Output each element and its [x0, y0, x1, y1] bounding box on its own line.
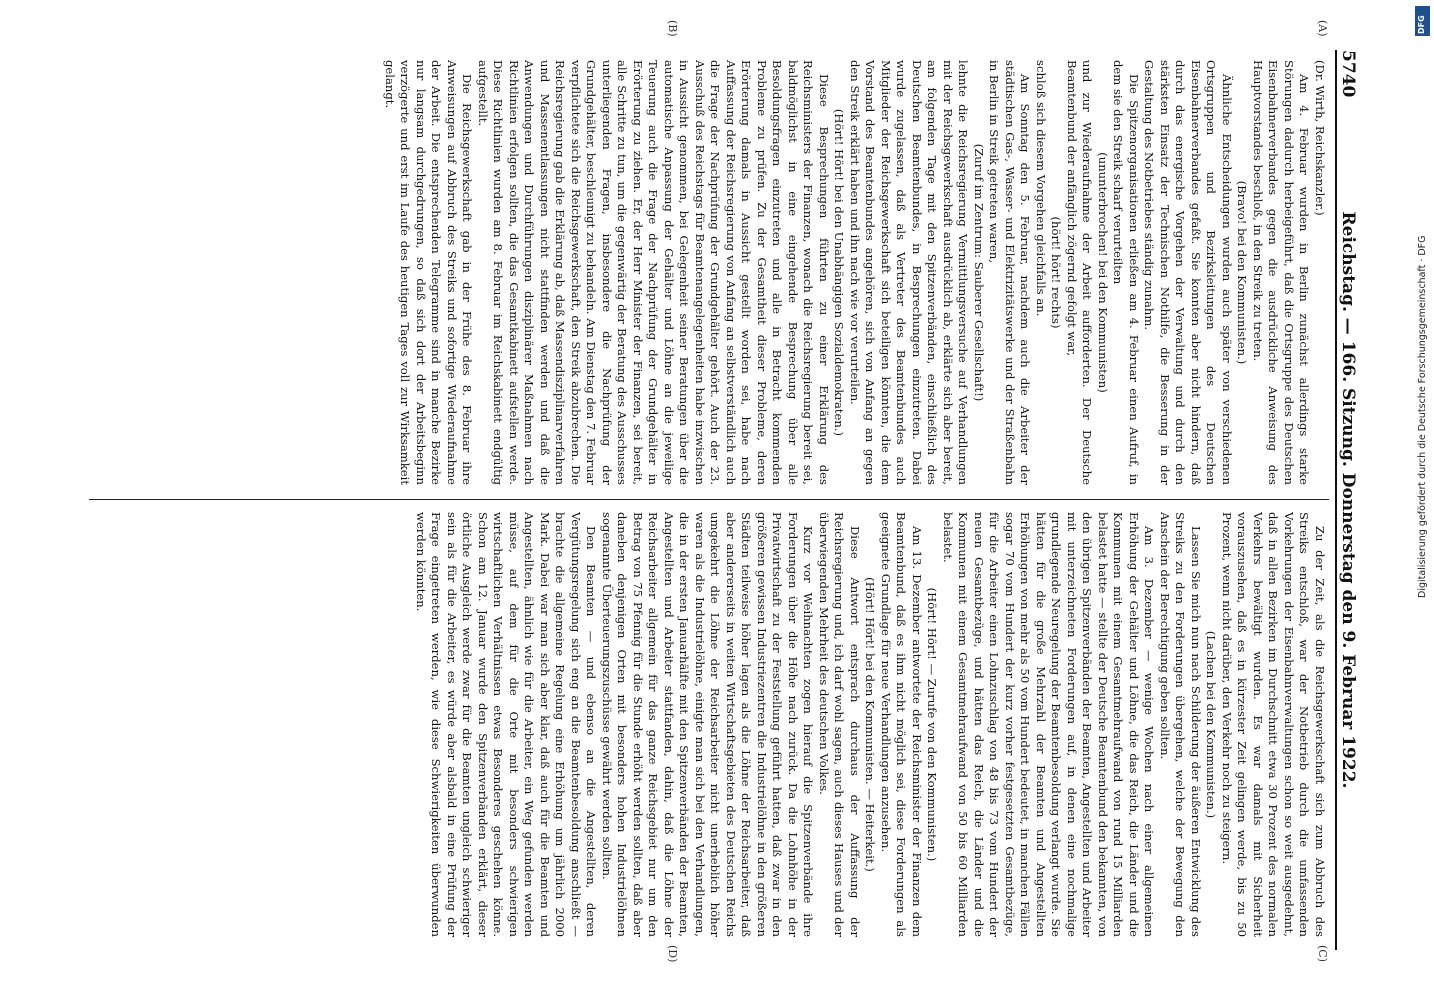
- paragraph: Diese Besprechungen führten zu einer Erklärung des Reichsministers der Finanzen, wonach die Reichsregierung bereit sei, baldmöglichst in eine eingehende Besprechung über alle Besoldungsfragen einzutreten und alle in Betracht kommenden Probleme zu prüfen. Zu der Gesamtheit dieser Probleme, deren Erörterung damals in Aussicht gestellt worden sei, habe nach Auffassung der Reichsregierung von Anfang an selbstverständlich auch die Frage der Nachprüfung der Grundgehälter gehört. Auch der 23. Ausschuß des Reichstags für Beamtenangelegenheiten habe inzwischen in Aussicht genommen, bei Gelegenheit seiner Beratungen über die automatische Anpassung der Gehälter und Löhne an die jeweilige Teuerung auch die Frage der Nachprüfung der Grundgehälter in Erörterung zu ziehen. Er, der Herr Minister der Finanzen, sei bereit, alle Schritte zu tun, um die gegenwärtig der Beratung des Ausschusses unterliegenden Fragen, insbesondere die Nachprüfung der Grundgehälter, beschleunigt zu behandeln. Am Dienstag den 7. Februar verpflichtete sich die Reichsgewerkschaft, den Streik abzubrechen. Die Reichsregierung gab die Erklärung ab, daß Massendisziplinarverfahren und Massenentlassungen nicht stattfinden werden und daß die Anwendungen und Durchführungen disziplinärer Maßnahmen nach Richtlinien erfolgen sollten, die das Gesamtkabinett aufstellen werde. Diese Richtlinien wurden am 8. Februar im Reichskabinett endgültig aufgestellt.: [476, 60, 831, 485]
- speaker-line: (Dr. Wirth, Reichskanzler.): [1313, 60, 1327, 216]
- dfg-badge-label: DFG: [1417, 15, 1426, 34]
- paragraph: Den Beamten — und ebenso an die Angestellten, deren Vergütungsregelung sich eng an die Beamtenbesoldung anschließt — brachte die allgemeine Regelung eine Erhöhung um jährlich 2000 Mark. Dabei war man sich aber klar, daß auch für die Beamten und Angestellten, ähnlich wie für die Arbeiter, ein Weg gefunden werden müsse, auf dem für die Orte mit besonders schwierigen wirtschaftlichen Verhältnissen etwas Besonderes geschehen könne. Schon am 12. Januar wurde den Spitzenverbänden erklärt, dieser örtliche Ausgleich werde zwar für die Beamten ungleich schwieriger sein als für die Arbeiter, es würde aber alsbald in eine Prüfung der Frage eingetreten werden, wie diese Schwierigkeiten überwunden werden könnten.: [414, 512, 599, 937]
- paragraph: Zu der Zeit, als die Reichsgewerkschaft sich zum Abbruch des Streiks entschloß, war der Notbetrieb durch die umfassenden Vorkehrungen der Eisenbahnverwaltungen schon so weit ausgedehnt, daß in allen Bezirken im Durchschnitt etwa 30 Prozent des normalen Verkehrs bewältigt wurden. Es war damals mit Sicherheit vorauszusehen, daß es in kürzester Zeit gelingen werde, bis zu 50 Prozent, wenn nicht darüber, den Verkehr noch zu steigern.: [1220, 512, 1327, 937]
- interjection: (Hört! Hört! bei den Kommunisten. — Heiterkeit.): [863, 577, 878, 872]
- paragraph: schloß sich diesem Vorgehen gleichfalls an.: [1034, 60, 1048, 317]
- interjection: (Bravo! bei den Kommunisten.): [1235, 180, 1250, 365]
- paragraph: Am 3. Dezember — wenige Wochen nach einer allgemeinen Erhöhung der Gehälter und Löhne, die das Reich, die Länder und die Kommunen mit einem Gesamtmehraufwand von rund 15 Milliarden belastet hatte — stellte der Deutsche Beamtenbund den bekannten, von den übrigen Spitzenverbänden der Beamten, Angestellten und Arbeiter mit unterzeichneten Forderungen auf, in denen eine nochmalige grundlegende Neuregelung der Beamtenbesoldung verlangt wurde. Sie hätten für die große Mehrzahl der Beamten und Angestellten Erhöhungen von mehr als 50 vom Hundert bedeutet, in manchen Fällen sogar 70 vom Hundert der kurz vorher festgesetzten Gesamtbezüge, für die Arbeiter einen Lohnzuschlag von 48 bis 73 vom Hundert der neuen Gesamtbezüge, und hätten das Reich, die Länder und die Kommunen mit einem Gesamtmehraufwand von 50 bis 60 Milliarden belastet.: [941, 512, 1157, 937]
- paragraph: Ähnliche Entscheidungen wurden auch später von verschiedenen Ortsgruppen und Bezirksleitungen des Deutschen Eisenbahnerverbandes gefaßt. Sie konnten aber nicht hindern, daß durch das energische Vorgehen der Verwaltung und durch den stärksten Einsatz der Technischen Nothilfe, die Besserung in der Gestaltung des Notbetriebes ständig zunahm.: [1142, 60, 1234, 485]
- paragraph: Die Reichsgewerkschaft gab in der Frühe des 8. Februar ihre Anweisungen auf Abbruch des Streiks und sofortige Wiederaufnahme der Arbeit. Die entsprechenden Telegramme sind in manche Bezirke nur langsam durchgedrungen, so daß sich dort der Arbeitsbeginn verzögerte und erst im Laufe des heutigen Tages voll zur Wirksamkeit gelangt.: [383, 60, 475, 485]
- column-divider: [89, 499, 1329, 500]
- rotated-page: [59, 20, 1359, 963]
- page-number: 5740: [1338, 50, 1358, 98]
- dfg-logo-badge[interactable]: [1415, 6, 1430, 36]
- left-column: [77, 60, 1327, 485]
- paragraph: Am 4. Februar wurden in Berlin zunächst allerdings starke Störungen dadurch herbeigeführt, daß die Ortsgruppe des Deutschen Eisenbahnerverbandes gegen die ausdrückliche Anweisung des Hauptvorstandes beschloß, in den Streik zu treten.: [1251, 60, 1312, 485]
- paragraph: Kurz vor Weihnachten zogen hierauf die Spitzenverbände ihre Forderungen über die Höhe nach zurück. Da die Lohnhöhe in der Privatwirtschaft zu der Feststellung geführt hatten, daß zwar in den größeren gewissen Industriezentren die Industrielöhne in den größeren Städten teilweise höher lagen als die Löhne der Reichsarbeiter, daß aber andererseits in weiten Wirtschaftsgebieten des Deutschen Reichs umgekehrt die Löhne der Reichsarbeiter nicht unerheblich höher waren als die Industrielöhne, einigte man sich bei den Verhandlungen, die in der ersten Januarhälfte mit den Spitzenverbänden der Beamten, Angestellten und Arbeiter stattfanden, dahin, daß die Löhne der Reichsarbeiter allgemein für das ganze Reichsgebiet nur um den Betrag von 75 Pfennig für die Stunde erhöht werden sollten, daß aber daneben denjenigen Orten mit besonders hohen Industrielöhnen sogenannte Überteuerungszuschüsse gewährt werden sollten.: [600, 512, 816, 937]
- margin-marker-a: (A): [1316, 20, 1329, 37]
- paragraph: lehnte die Reichsregierung Vermittlungsversuche auf Verhandlungen mit der Reichsgewerkschaft ausdrücklich ab, erklärte sich aber bereit, am folgenden Tage mit den Spitzenverbänden, einschließlich des Deutschen Beamtenbundes, in Besprechungen einzutreten. Dabei wurde zugelassen, daß als Vertreter des Beamtenbundes auch Mitglieder der Reichsgewerkschaft sich beteiligen könnten, die dem Vorstand des Beamtenbundes angehören, sich von Anfang an gegen den Streik erklärt haben und ihn nach wie vor verurteilen.: [848, 60, 971, 485]
- interjection: (hört! hört! rechts): [1049, 216, 1064, 329]
- right-column: [77, 512, 1327, 937]
- funding-credit: [1414, 42, 1432, 602]
- page-header: [1335, 50, 1359, 950]
- interjection: (Hört! Hört! — Zurufe von den Kommunisten.): [925, 587, 940, 862]
- paragraph: Diese Antwort entsprach durchaus der Auffassung der Reichsregierung und, ich darf wohl sagen, auch dieses Hauses und der überwiegenden Mehrheit des deutschen Volkes.: [817, 512, 862, 937]
- margin-marker-c: (C): [1316, 945, 1329, 962]
- margin-marker-b: (B): [666, 20, 679, 37]
- interjection: (Hört! Hört! bei den Unabhängigen Sozialdemokraten.): [832, 108, 847, 437]
- funding-sidebar: [1412, 6, 1434, 996]
- interjection: (Lachen bei den Kommunisten.): [1204, 630, 1219, 819]
- paragraph: und zur Wiederaufnahme der Arbeit aufforderten. Der Deutsche Beamtenbund der anfänglich zögernd gefolgt war,: [1065, 60, 1095, 485]
- paragraph: Lassen Sie mich nun nach Schilderung der äußeren Entwicklung des Streiks zu den Forderungen übergehen, welche der Bewegung den Anschein der Berechtigung geben sollten.: [1158, 512, 1203, 937]
- margin-marker-d: (D): [666, 945, 679, 963]
- running-head: Reichstag. — 166. Sitzung. Donnerstag den 9. Februar 1922.: [1338, 211, 1358, 789]
- paragraph: Am 13. Dezember antwortete der Reichsminister der Finanzen dem Beamtenbund, daß es ihm nicht möglich sei, diese Forderungen als geeignete Grundlage für neue Verhandlungen anzusehen.: [879, 512, 924, 937]
- funding-credit-text: Digitalisierung gefördert durch die Deutsche Forschungsgemeinschaft · DFG: [1417, 235, 1428, 598]
- interjection: (ununterbrochen! bei den Kommunisten): [1096, 152, 1110, 393]
- paragraph: Am Sonntag den 5. Februar, nachdem auch die Arbeiter der städtischen Gas-, Wasser- und Elektrizitätswerke und der Straßenbahn in Berlin in Streik getreten waren,: [987, 60, 1033, 485]
- paragraph: Die Spitzenorganisationen erließen am 4. Februar einen Aufruf, in dem sie den Streik scharf verurteilten: [1111, 60, 1141, 485]
- interjection: (Zuruf im Zentrum: Sauberer Gesellschaft!): [972, 143, 986, 402]
